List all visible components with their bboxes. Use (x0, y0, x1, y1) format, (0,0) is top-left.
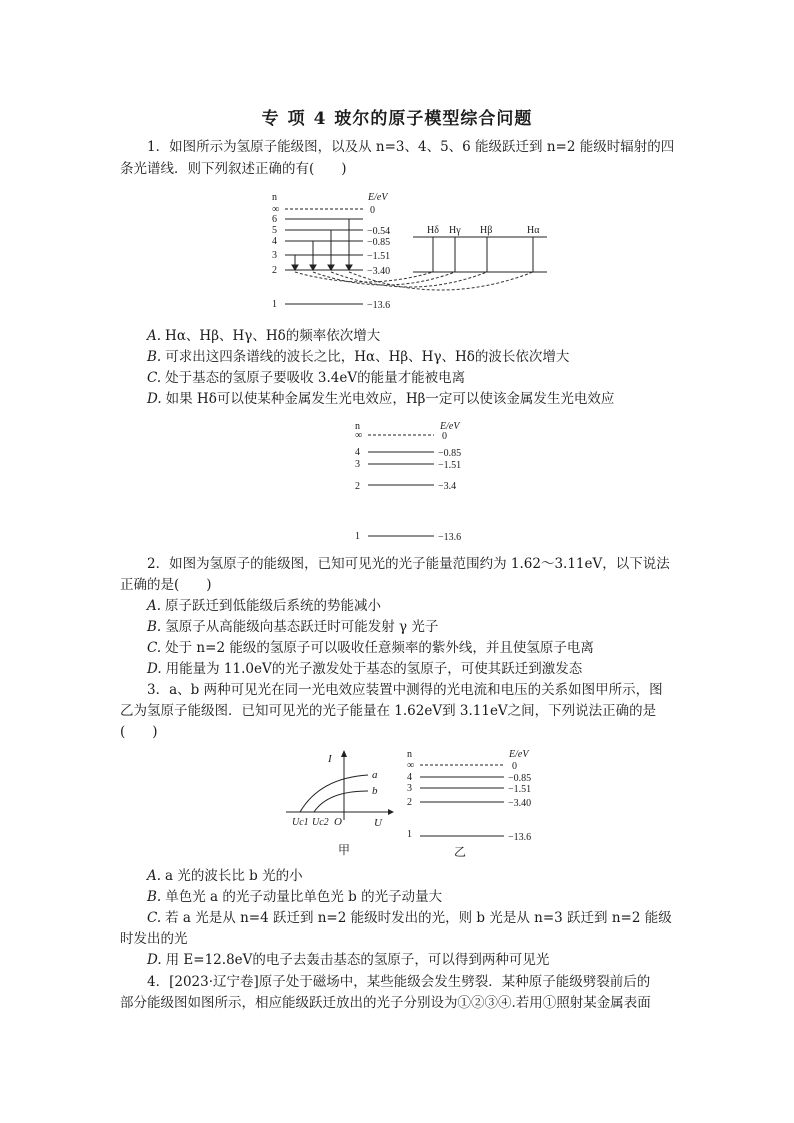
level-e: 0 (512, 761, 517, 772)
level-e: −1.51 (438, 460, 462, 471)
q3-option-c-cont (120, 929, 676, 950)
option-text: Hα、Hβ、Hγ、Hδ的频率依次增大 (165, 328, 381, 344)
level-n: 6 (272, 214, 277, 225)
level-n: ∞ (355, 430, 363, 441)
option-text: 若 a 光是从 n=4 跃迁到 n=2 能级时发出的光，则 b 光是从 n=3 跃迁到 n=2 能级 (165, 910, 672, 926)
q1-stem-line1: 1．如图所示为氢原子能级图，以及从 n=3、4、5、6 能级跃迁到 n=2 能级时辐射的四 (147, 139, 675, 155)
level-e: −13.6 (508, 832, 532, 843)
option-letter: B. (147, 349, 162, 365)
option-text: 用能量为 11.0eV的光子激发处于基态的氢原子，可使其跃迁到激发态 (165, 661, 583, 677)
level-n: 1 (355, 531, 360, 542)
curve-a-label: a (372, 769, 378, 781)
q3-stem-line2: 乙为氢原子能级图．已知可见光的光子能量在 1.62eV到 3.11eV之间，下列说法正确的是 (120, 703, 657, 719)
transition-arrows (292, 219, 352, 270)
curve-b-label: b (372, 785, 378, 797)
q1-option-d (147, 389, 614, 410)
level-e: −1.51 (367, 251, 391, 262)
u-axis-label: U (374, 817, 382, 829)
option-letter: A. (147, 598, 162, 614)
level-e: 0 (370, 205, 375, 216)
level-e: −3.4 (438, 481, 457, 492)
q3-option-a (147, 866, 303, 887)
option-letter: B. (147, 889, 162, 905)
origin-label: O (334, 816, 342, 828)
option-letter: A. (147, 328, 162, 344)
option-letter: C. (147, 910, 162, 926)
option-letter: A. (147, 868, 162, 884)
option-text: 用 E=12.8eV的电子去轰击基态的氢原子，可以得到两种可见光 (165, 952, 550, 968)
option-text: 如果 Hδ可以使某种金属发生光电效应，Hβ一定可以使该金属发生光电效应 (165, 391, 615, 407)
option-text: 氢原子从高能级向基态跃迁时可能发射 γ 光子 (165, 619, 439, 635)
label-halpha: Hα (527, 225, 540, 236)
q4-stem-line2: 部分能级图如图所示，相应能级跃迁放出的光子分别设为①②③④.若用①照射某金属表面 (120, 995, 651, 1011)
level-n: 4 (407, 772, 412, 783)
option-text: 单色光 a 的光子动量比单色光 b 的光子动量大 (165, 889, 443, 905)
caption-yi: 乙 (454, 845, 467, 859)
q2-option-a (147, 596, 381, 617)
level-n: 4 (355, 447, 360, 458)
q3-option-c (147, 908, 672, 929)
q3-stem-line1: 3．a、b 两种可见光在同一光电效应装置中测得的光电流和电压的关系如图甲所示，图 (147, 682, 663, 698)
level-e: −0.85 (367, 237, 391, 248)
label-hbeta: Hβ (480, 225, 493, 236)
i-axis-arrow (341, 750, 347, 757)
q2-option-d (147, 659, 582, 680)
q2-option-b (147, 617, 438, 638)
connector-curves (295, 272, 533, 290)
level-n: 3 (272, 250, 277, 261)
level-n: 1 (272, 299, 277, 310)
q4-stem-line1: 4．[2023·辽宁卷]原子处于磁场中，某些能级会发生劈裂．某种原子能级劈裂前后的 (147, 974, 651, 990)
q1-option-a (147, 326, 380, 347)
level-e: −1.51 (508, 784, 532, 795)
q1-option-b (147, 347, 569, 368)
option-text: 原子跃迁到低能级后系统的势能减小 (165, 598, 382, 614)
option-letter: D. (147, 391, 162, 407)
level-n: 2 (272, 265, 277, 276)
level-n: ∞ (272, 204, 280, 215)
title-number: 4 (313, 109, 327, 129)
e-axis-label: E/eV (509, 749, 529, 760)
label-hdelta: Hδ (427, 225, 439, 236)
level-e: −0.85 (438, 448, 462, 459)
option-text: 可求出这四条谱线的波长之比，Hα、Hβ、Hγ、Hδ的波长依次增大 (165, 349, 570, 365)
level-e: −3.40 (508, 798, 532, 809)
n-axis-label: n (407, 749, 412, 760)
level-e: −3.40 (367, 266, 391, 277)
caption-jia: 甲 (338, 843, 351, 857)
curve-b (314, 791, 368, 812)
option-text: 处于基态的氢原子要吸收 3.4eV的能量才能被电离 (165, 370, 466, 386)
q3-figure-yi (402, 746, 552, 860)
title-part: 专 (261, 109, 280, 129)
level-e: −0.54 (367, 226, 391, 237)
option-letter: D. (147, 661, 162, 677)
q2-stem-line1: 2．如图为氢原子的能级图，已知可见光的光子能量范围约为 1.62～3.11eV，以下说法 (147, 556, 670, 572)
e-axis-label: E/eV (440, 421, 460, 432)
option-letter: C. (147, 640, 162, 656)
q3-option-d (147, 950, 549, 971)
title-text: 玻尔的原子模型综合问题 (334, 109, 533, 129)
q3-option-b (147, 887, 442, 908)
level-e: −13.6 (367, 300, 391, 311)
option-text: 处于 n=2 能级的氢原子可以吸收任意频率的紫外线，并且使氢原子电离 (165, 640, 594, 656)
q2-energy-level-figure (350, 418, 490, 544)
level-n: 2 (407, 797, 412, 808)
q3-stem-line3: ( ) (120, 724, 158, 740)
level-n: 1 (407, 829, 412, 840)
q1-stem-line2: 条光谱线．则下列叙述正确的有( ) (120, 161, 347, 177)
q2-option-c (147, 638, 594, 659)
option-text: a 光的波长比 b 光的小 (165, 868, 303, 884)
e-axis-label: E/eV (368, 192, 388, 203)
level-n: 3 (355, 459, 360, 470)
q2-stem-line2: 正确的是( ) (120, 577, 212, 593)
level-n: 5 (272, 225, 277, 236)
option-letter: D. (147, 952, 162, 968)
u-axis-arrow (388, 809, 394, 815)
uc1-label: Uc1 (292, 817, 309, 828)
curve-a (300, 775, 368, 812)
q3-figure-jia (284, 748, 396, 858)
option-text: 时发出的光 (120, 931, 188, 947)
title-part: 项 (287, 109, 306, 129)
label-hgamma: Hγ (449, 225, 461, 236)
page-title (0, 104, 794, 129)
level-n: 2 (355, 481, 360, 492)
q1-energy-level-figure (265, 188, 565, 318)
level-e: −13.6 (438, 532, 462, 543)
n-axis-label: n (272, 192, 277, 203)
level-e: −0.85 (508, 773, 532, 784)
level-e: 0 (442, 431, 447, 442)
level-n: 4 (272, 236, 277, 247)
q1-option-c (147, 368, 465, 389)
i-axis-label: I (328, 753, 332, 765)
option-letter: B. (147, 619, 162, 635)
option-letter: C. (147, 370, 162, 386)
level-n: 3 (407, 783, 412, 794)
level-n: ∞ (407, 760, 415, 771)
uc2-label: Uc2 (312, 817, 329, 828)
n-axis-label: n (355, 421, 360, 432)
